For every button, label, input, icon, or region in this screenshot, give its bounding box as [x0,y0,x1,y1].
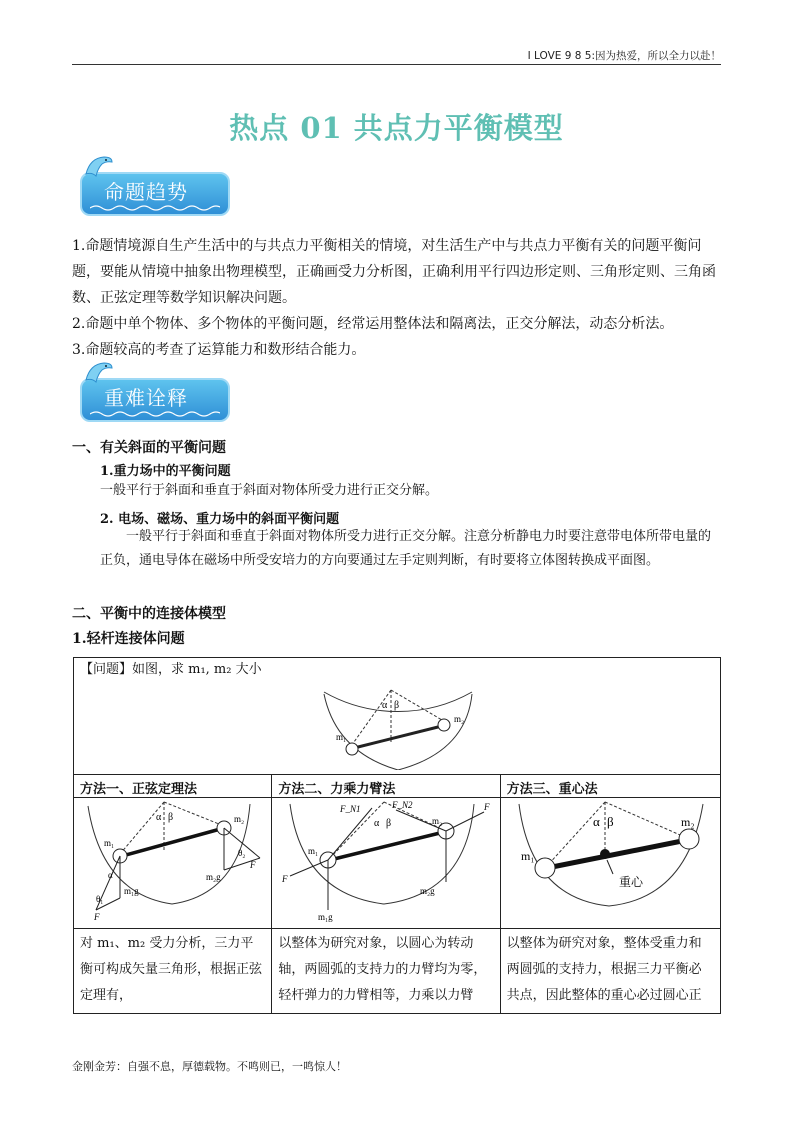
fig1-alpha-small: α [108,870,113,880]
fig2-beta: β [386,818,392,829]
method-2-text: 以整体为研究对象，以圆心为转动轴，两圆弧的支持力的力臂均为零，轻杆弹力的力臂相等，力乘以力臂 [278,936,487,1003]
footer-text: 金刚金芳：自强不息，厚德载物。不鸣则已，一鸣惊人！ [72,1060,347,1073]
figure-center-of-gravity [501,798,719,924]
fig1-m1: m₁ [104,838,115,848]
wave-decoration [90,204,220,212]
figure-cell-3 [500,798,720,929]
page-title: 热点 01 共点力平衡模型 [229,111,564,145]
subheading-fields: 2. 电场、磁场、重力场中的斜面平衡问题 [100,512,340,527]
section-badge-trend [80,170,232,218]
question-figure [74,682,720,770]
fig1-theta2: θ₂ [238,848,246,858]
text-cell-3 [500,929,720,1014]
question-text: 【问题】如图，求 m₁, m₂ 大小 [80,662,262,677]
fig3-m2: m₂ [680,815,695,829]
method-head-cell [74,775,272,798]
fig2-FN1: F_N1 [340,804,361,814]
fig2-FN2: F_N2 [392,800,413,810]
text-fields: 一般平行于斜面和垂直于斜面对物体所受力进行正交分解。注意分析静电力时要注意带电体所带电量的正负，通电导体在磁场中所受安培力的方向要通过左手定则判断，有时要将立体图转换成平面图。 [100,529,712,568]
trend-paragraph-2: 2.命题中单个物体、多个物体的平衡问题，经常运用整体法和隔离法，正交分解法，动态分析法。 [72,316,674,332]
method-1-text: 对 m₁、m₂ 受力分析，三力平衡可构成矢量三角形，根据正弦定理有， [80,936,263,1003]
label-beta: β [394,700,400,711]
text-gravity: 一般平行于斜面和垂直于斜面对物体所受力进行正交分解。 [100,483,439,498]
method-2-title: 方法二、力乘力臂法 [278,782,396,797]
figure-cell-2 [272,798,500,929]
fig2-m2g: m₂g [420,886,435,896]
method-1-title: 方法一、正弦定理法 [80,782,198,797]
trend-paragraph-1: 1.命题情境源自生产生活中的与共点力平衡相关的情境，对生活生产中与共点力平衡有关的问题平衡问题，要能从情境中抽象出物理模型，正确画受力分析图，正确利用平行四边形定则、三角形定则、三角函数、正弦定理等数学知识解决问题。 [72,238,716,306]
method-head-cell [500,775,720,798]
label-m1: m₁ [336,732,347,742]
section-badge-difficulty [80,376,232,424]
header-text: I LOVE 9 8 5:因为热爱，所以全力以赴！ [527,50,721,62]
label-m2: m₂ [454,714,465,724]
fig1-alpha: α [156,812,162,823]
subheading-rod: 1.轻杆连接体问题 [72,631,185,647]
fig2-m1: m₁ [308,846,319,856]
fig3-beta: β [606,814,614,829]
label-alpha: α [382,700,388,711]
trend-paragraph-3: 3.命题较高的考查了运算能力和数形结合能力。 [72,342,366,358]
fig1-F-left: F [94,912,100,922]
subheading-gravity: 1.重力场中的平衡问题 [100,464,231,479]
figure-cell-1 [74,798,272,929]
fig2-F-right: F [484,802,490,812]
method-3-text: 以整体为研究对象，整体受重力和两圆弧的支持力，根据三力平衡必共点，因此整体的重心必过圆心正 [506,936,702,1003]
fig1-theta1: θ₁ [96,894,104,904]
section-heading-incline: 一、有关斜面的平衡问题 [72,440,226,456]
fig2-m1g: m₁g [318,912,333,922]
fig2-alpha: α [374,818,380,829]
figure-torque [272,798,498,924]
fig2-F-left: F [282,874,288,884]
fig2-m2: m₂ [432,816,443,826]
method-3-title: 方法三、重心法 [506,782,598,797]
text-cell-1 [74,929,272,1014]
fig3-alpha: α [592,814,600,829]
text-cell-2 [272,929,500,1014]
fig1-F-right: F [250,860,256,870]
fig1-m2: m₂ [234,814,245,824]
section-heading-connected: 二、平衡中的连接体模型 [72,606,226,622]
figure-sine-law [74,798,270,924]
wave-decoration [90,410,220,418]
method-head-cell [272,775,500,798]
fig3-m1: m₁ [520,849,535,863]
fig1-m1g: m₁g [124,886,139,896]
fig3-center-label: 重心 [618,875,643,889]
fig1-m2g: m₂g [206,872,221,882]
fig1-beta: β [168,812,174,823]
header-divider [72,64,721,65]
methods-table [73,657,721,1014]
badge-label-trend: 命题趋势 [104,180,188,204]
badge-label-difficulty: 重难诠释 [104,386,188,410]
question-cell [74,658,721,775]
